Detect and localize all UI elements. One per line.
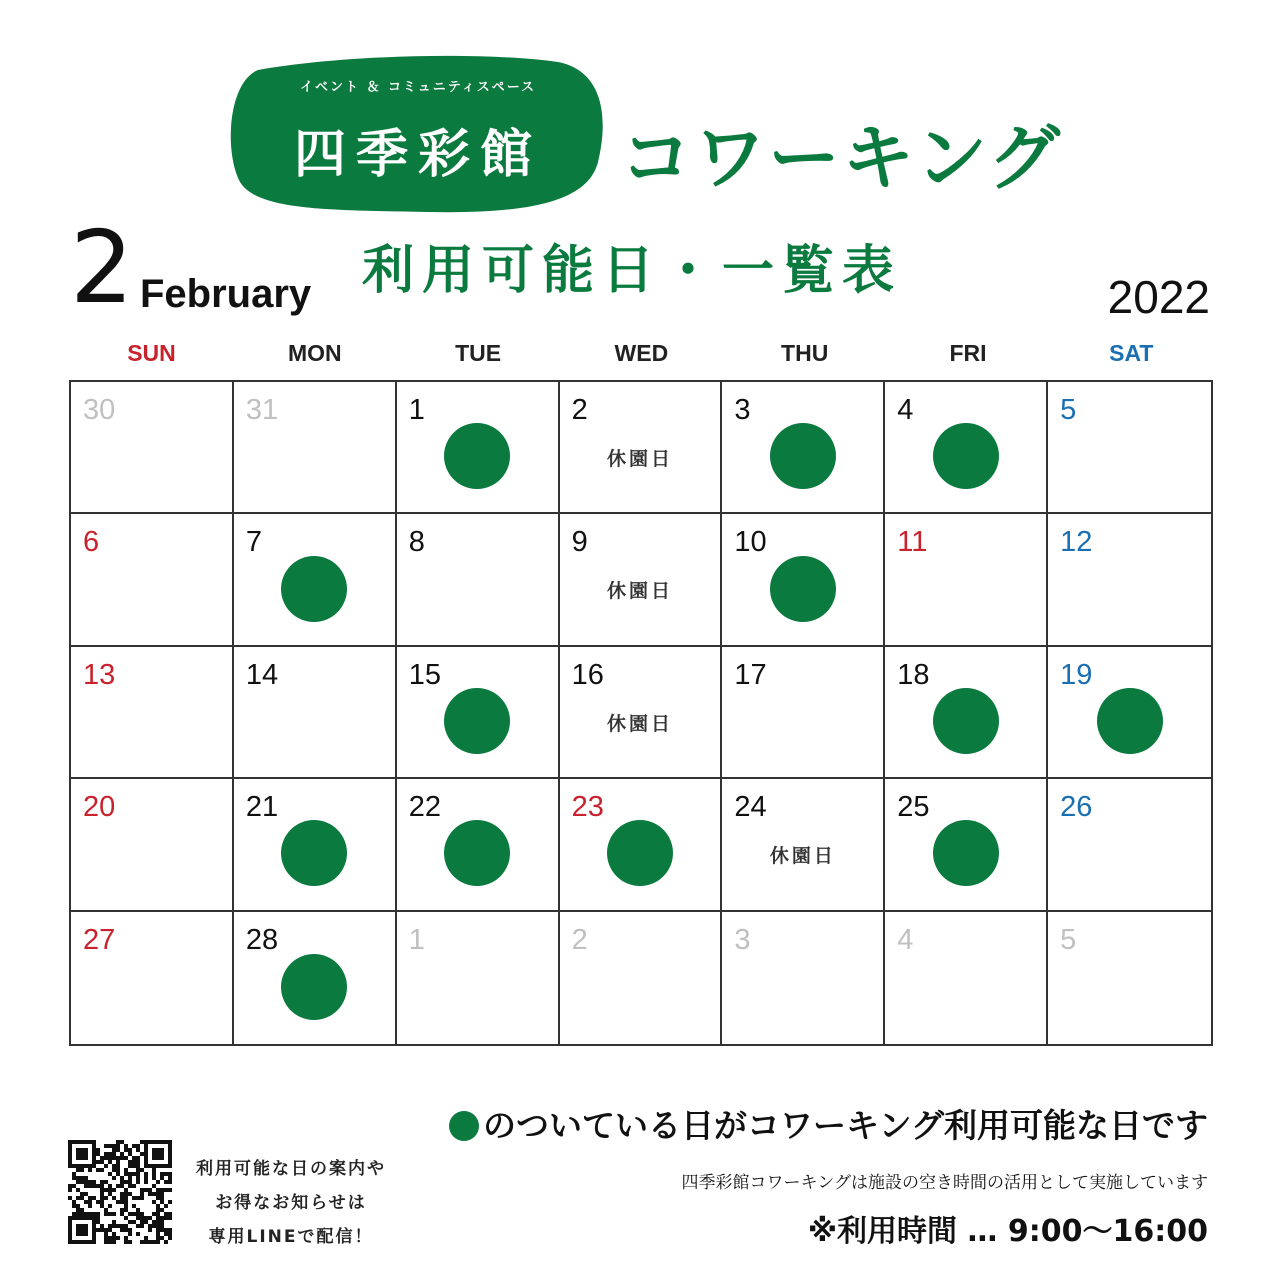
- available-dot-icon: [281, 820, 347, 886]
- calendar-day-cell: [71, 382, 234, 514]
- available-dot-icon: [770, 556, 836, 622]
- weekday-label: MON: [287, 340, 342, 366]
- calendar-day-cell: [71, 514, 234, 646]
- available-dot-icon: [281, 954, 347, 1020]
- day-number: 4: [897, 394, 914, 426]
- legend-dot-icon: [449, 1111, 479, 1141]
- closed-label: 休園日: [606, 448, 673, 470]
- day-number: 4: [897, 923, 914, 956]
- closed-label: 休園日: [606, 712, 673, 735]
- calendar-day-cell: [397, 382, 560, 514]
- logo-subtitle: イベント ＆ コミュニティスペース: [299, 80, 537, 95]
- day-number: 13: [83, 658, 116, 691]
- month-name: February: [140, 272, 312, 316]
- day-number: 18: [897, 658, 930, 691]
- page-subtitle: 利用可能日・一覧表: [362, 241, 903, 301]
- day-number: 20: [83, 791, 116, 824]
- line-promo: [186, 1152, 396, 1254]
- day-number: 6: [83, 526, 100, 559]
- day-number: 9: [571, 526, 588, 559]
- weekday-label: TUE: [455, 340, 502, 366]
- weekday-label: SUN: [127, 340, 176, 366]
- available-dot-icon: [607, 820, 673, 886]
- calendar-day-cell: [722, 647, 885, 779]
- calendar-day-cell: [560, 779, 723, 911]
- calendar-day-cell: [234, 647, 397, 779]
- day-number: 30: [83, 394, 116, 426]
- calendar-day-cell: [1048, 514, 1211, 646]
- day-number: 26: [1060, 791, 1093, 824]
- day-number: 21: [245, 791, 279, 824]
- day-number: 7: [245, 526, 262, 559]
- available-dot-icon: [770, 423, 836, 489]
- calendar-day-cell: [560, 514, 723, 646]
- weekday-label: THU: [781, 340, 829, 366]
- day-number: 3: [734, 923, 751, 956]
- calendar-day-cell: [722, 779, 885, 911]
- calendar-day-cell: [234, 779, 397, 911]
- legend: [449, 1100, 1208, 1147]
- weekday-label: WED: [614, 340, 669, 366]
- day-number: 8: [408, 526, 425, 559]
- calendar-day-cell: [885, 514, 1048, 646]
- available-dot-icon: [1097, 688, 1163, 754]
- day-number: 5: [1060, 923, 1077, 956]
- day-number: 24: [734, 791, 767, 824]
- calendar-day-cell: [397, 912, 560, 1044]
- calendar-day-cell: [885, 382, 1048, 514]
- day-number: 22: [408, 791, 441, 824]
- day-number: 5: [1060, 394, 1077, 426]
- calendar-day-cell: [1048, 647, 1211, 779]
- calendar-day-cell: [1048, 912, 1211, 1044]
- footer-note: 四季彩館コワーキングは施設の空き時間の活用として実施しています: [681, 1173, 1208, 1193]
- day-number: 19: [1060, 658, 1093, 691]
- calendar-day-cell: [560, 912, 723, 1044]
- available-dot-icon: [444, 688, 510, 754]
- calendar-day-cell: [885, 912, 1048, 1044]
- calendar-day-cell: [234, 382, 397, 514]
- weekday-label: SAT: [1109, 340, 1154, 366]
- logo-name: 四季彩館: [293, 125, 542, 185]
- available-dot-icon: [444, 423, 510, 489]
- day-number: 28: [245, 923, 279, 956]
- day-number: 1: [408, 394, 425, 426]
- closed-label: 休園日: [606, 580, 673, 603]
- day-number: 31: [245, 394, 279, 426]
- calendar-day-cell: [71, 779, 234, 911]
- available-dot-icon: [933, 423, 999, 489]
- month-number: 2: [70, 209, 134, 326]
- calendar-day-cell: [397, 647, 560, 779]
- available-dot-icon: [281, 556, 347, 622]
- closed-label: 休園日: [769, 845, 836, 868]
- day-number: 27: [83, 923, 116, 956]
- business-hours: ※利用時間 … 9:00〜16:00: [807, 1214, 1208, 1249]
- calendar-day-cell: [722, 382, 885, 514]
- year: 2022: [1107, 271, 1210, 323]
- qr-code-icon[interactable]: [68, 1140, 172, 1244]
- calendar-day-cell: [560, 647, 723, 779]
- line-promo-line: 専用LINEで配信！: [208, 1227, 374, 1247]
- calendar-day-cell: [397, 779, 560, 911]
- calendar-day-cell: [397, 514, 560, 646]
- calendar-day-cell: [1048, 382, 1211, 514]
- calendar-day-cell: [71, 912, 234, 1044]
- day-number: 25: [897, 791, 930, 824]
- calendar-day-cell: [885, 647, 1048, 779]
- day-number: 16: [571, 658, 604, 691]
- calendar-day-cell: [234, 912, 397, 1044]
- day-number: 3: [734, 394, 751, 426]
- day-number: 17: [734, 658, 767, 691]
- available-dot-icon: [933, 820, 999, 886]
- calendar-day-cell: [560, 382, 723, 514]
- calendar-day-cell: [234, 514, 397, 646]
- line-promo-line: 利用可能な日の案内や: [196, 1159, 386, 1179]
- available-dot-icon: [933, 688, 999, 754]
- day-number: 23: [571, 791, 604, 824]
- calendar-day-cell: [71, 647, 234, 779]
- day-number: 15: [408, 658, 441, 691]
- calendar-day-cell: [885, 779, 1048, 911]
- day-number: 2: [571, 394, 588, 426]
- calendar-grid: [69, 380, 1213, 1046]
- day-number: 12: [1060, 526, 1093, 559]
- available-dot-icon: [444, 820, 510, 886]
- day-number: 14: [245, 658, 279, 691]
- day-number: 1: [408, 923, 425, 956]
- calendar-day-cell: [1048, 779, 1211, 911]
- day-number: 11: [897, 526, 928, 559]
- weekday-label: FRI: [949, 340, 987, 366]
- legend-text: のついている日がコワーキング利用可能な日です: [482, 1106, 1208, 1145]
- calendar-day-cell: [722, 912, 885, 1044]
- day-number: 10: [734, 526, 767, 559]
- page-title: コワーキング: [620, 116, 1062, 200]
- day-number: 2: [571, 923, 588, 956]
- calendar-day-cell: [722, 514, 885, 646]
- line-promo-line: お得なお知らせは: [215, 1193, 367, 1213]
